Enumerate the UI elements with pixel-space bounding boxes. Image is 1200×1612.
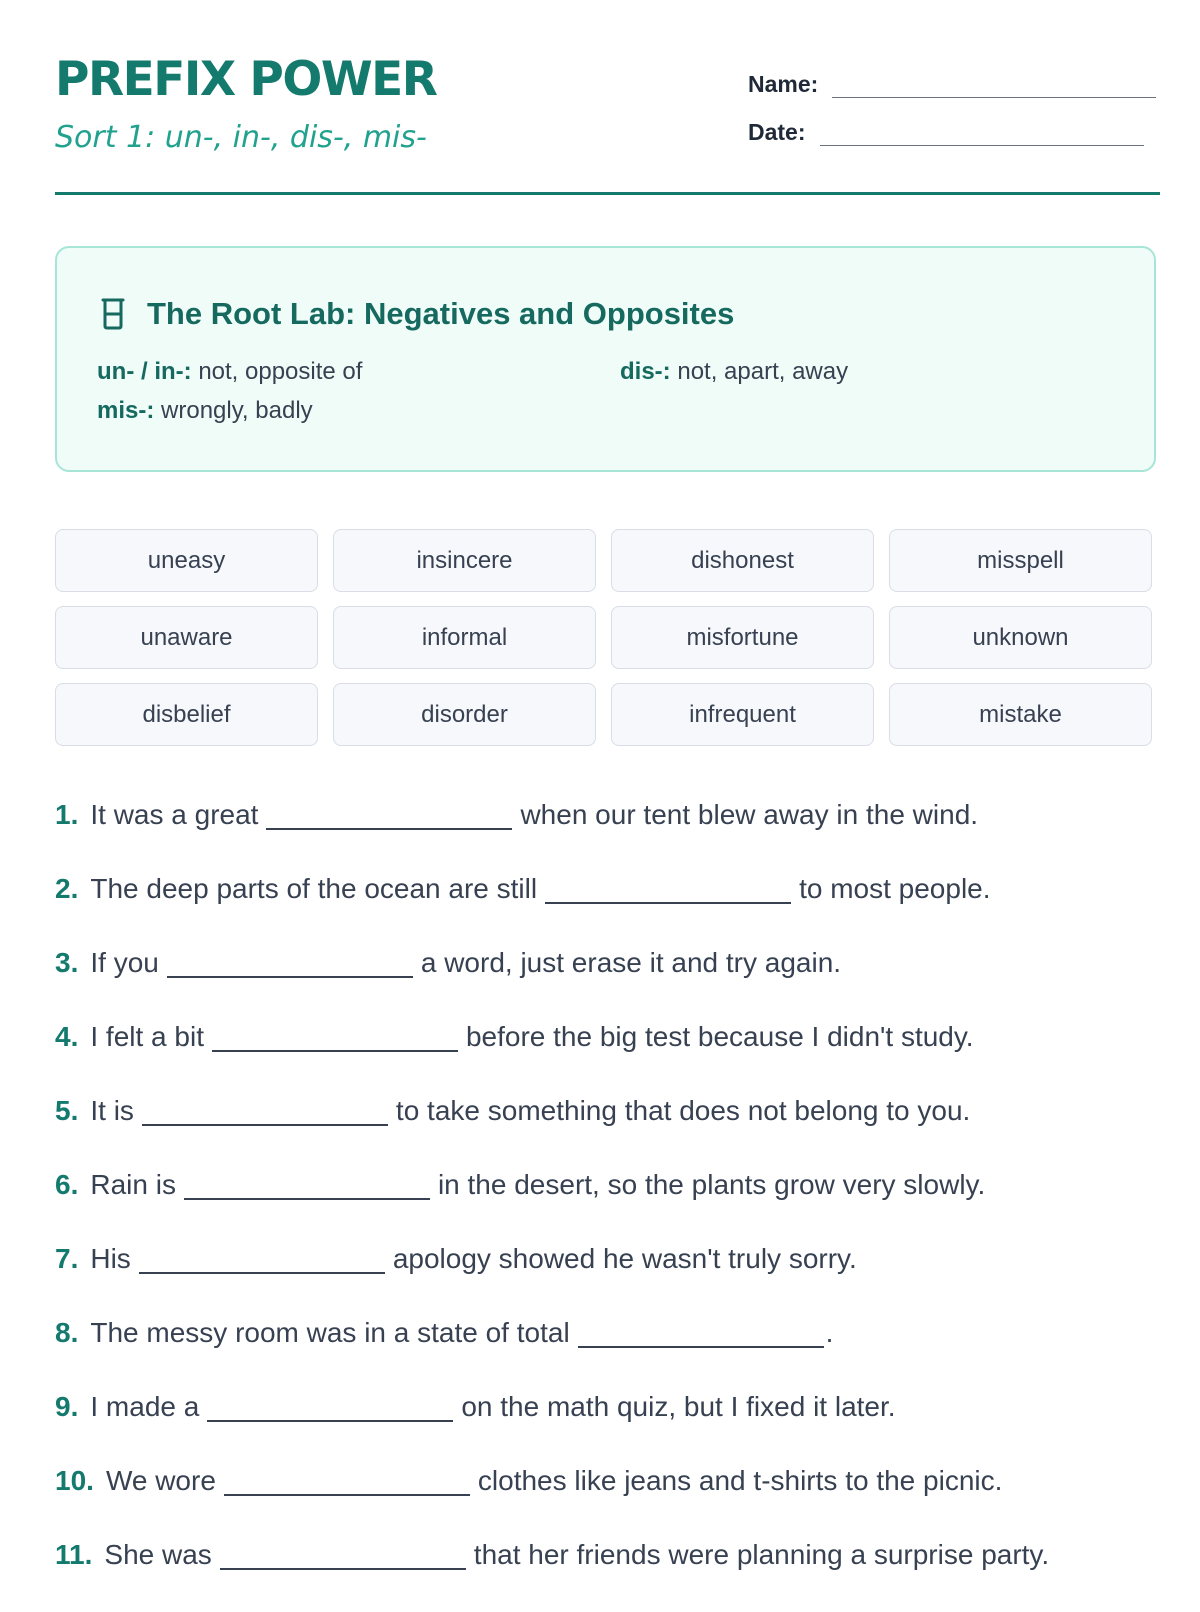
word-bank <box>55 529 1160 746</box>
sentence-number: 8. <box>55 1317 79 1348</box>
sentence-number: 4. <box>55 1021 79 1052</box>
word-tile[interactable]: disbelief <box>55 683 318 746</box>
sentence-number: 6. <box>55 1169 79 1200</box>
word-tile[interactable]: misspell <box>889 529 1152 592</box>
sentence-number: 3. <box>55 947 79 978</box>
date-label: Date: <box>748 119 806 145</box>
sentence-before: If you <box>90 947 159 978</box>
answer-blank[interactable] <box>167 946 413 978</box>
answer-blank[interactable] <box>184 1168 430 1200</box>
definition-meaning: not, opposite of <box>198 358 363 385</box>
sentence-after: to take something that does not belong to you. <box>395 1095 971 1126</box>
sentence-item <box>55 1316 1160 1390</box>
answer-blank[interactable] <box>212 1020 458 1052</box>
word-tile[interactable]: uneasy <box>55 529 318 592</box>
sentence-after: when our tent blew away in the wind. <box>520 799 979 830</box>
sentence-item <box>55 1242 1160 1316</box>
sentence-after: on the math quiz, but I fixed it later. <box>461 1391 896 1422</box>
date-row <box>748 116 1144 146</box>
definition-meaning: wrongly, badly <box>161 397 313 424</box>
sentence-item <box>55 1464 1160 1538</box>
definition-mis <box>97 397 313 425</box>
definition-prefix: mis-: <box>97 397 155 424</box>
name-row <box>748 68 1156 98</box>
root-lab-box <box>55 246 1156 472</box>
answer-blank[interactable] <box>545 872 791 904</box>
sentence-item <box>55 1094 1160 1168</box>
word-tile[interactable]: dishonest <box>611 529 874 592</box>
sentence-after: that her friends were planning a surprise party. <box>473 1539 1050 1570</box>
page-subtitle: Sort 1: un-, in-, dis-, mis- <box>55 120 427 155</box>
answer-blank[interactable] <box>266 798 512 830</box>
worksheet-page <box>55 0 1160 1600</box>
sentence-number: 11. <box>55 1539 93 1570</box>
definition-dis <box>620 358 848 386</box>
answer-blank[interactable] <box>142 1094 388 1126</box>
sentence-before: We wore <box>105 1465 216 1496</box>
name-field[interactable] <box>832 97 1156 98</box>
answer-blank[interactable] <box>207 1390 453 1422</box>
sentence-item <box>55 1020 1160 1094</box>
sentence-item <box>55 798 1160 872</box>
sentence-after: to most people. <box>799 873 991 904</box>
answer-blank[interactable] <box>224 1464 470 1496</box>
beaker-icon <box>99 297 127 331</box>
sentence-before: It was a great <box>90 799 259 830</box>
sentence-list <box>55 798 1160 1612</box>
definition-prefix: un- / in-: <box>97 358 192 385</box>
sentence-before: It is <box>90 1095 134 1126</box>
sentence-number: 1. <box>55 799 79 830</box>
sentence-item <box>55 872 1160 946</box>
sentence-before: Rain is <box>90 1169 176 1200</box>
page-title: PREFIX POWER <box>55 52 437 107</box>
sentence-after: . <box>825 1317 834 1348</box>
word-tile[interactable]: insincere <box>333 529 596 592</box>
sentence-before: His <box>90 1243 131 1274</box>
sentence-after: before the big test because I didn't study. <box>465 1021 974 1052</box>
word-tile[interactable]: misfortune <box>611 606 874 669</box>
root-lab-heading <box>99 296 734 332</box>
sentence-before: I felt a bit <box>90 1021 204 1052</box>
sentence-number: 10. <box>55 1465 94 1496</box>
sentence-number: 9. <box>55 1391 79 1422</box>
sentence-after: in the desert, so the plants grow very slowly. <box>437 1169 986 1200</box>
sentence-number: 2. <box>55 873 79 904</box>
word-tile[interactable]: unaware <box>55 606 318 669</box>
sentence-after: clothes like jeans and t-shirts to the picnic. <box>477 1465 1003 1496</box>
word-tile[interactable]: unknown <box>889 606 1152 669</box>
sentence-item <box>55 946 1160 1020</box>
word-tile[interactable]: infrequent <box>611 683 874 746</box>
sentence-item <box>55 1390 1160 1464</box>
root-lab-title: The Root Lab: Negatives and Opposites <box>147 296 735 331</box>
name-label: Name: <box>748 71 819 97</box>
word-tile[interactable]: disorder <box>333 683 596 746</box>
sentence-before: The deep parts of the ocean are still <box>90 873 538 904</box>
sentence-before: I made a <box>90 1391 200 1422</box>
worksheet-header <box>55 0 1160 195</box>
sentence-after: apology showed he wasn't truly sorry. <box>392 1243 857 1274</box>
sentence-after: a word, just erase it and try again. <box>420 947 842 978</box>
sentence-item <box>55 1538 1160 1612</box>
date-field[interactable] <box>820 145 1144 146</box>
answer-blank[interactable] <box>139 1242 385 1274</box>
answer-blank[interactable] <box>220 1538 466 1570</box>
definition-prefix: dis-: <box>620 358 671 385</box>
sentence-number: 5. <box>55 1095 79 1126</box>
word-tile[interactable]: informal <box>333 606 596 669</box>
answer-blank[interactable] <box>578 1316 824 1348</box>
sentence-before: She was <box>104 1539 212 1570</box>
sentence-number: 7. <box>55 1243 79 1274</box>
word-tile[interactable]: mistake <box>889 683 1152 746</box>
definition-un-in <box>97 358 362 386</box>
sentence-before: The messy room was in a state of total <box>90 1317 570 1348</box>
definition-meaning: not, apart, away <box>677 358 849 385</box>
sentence-item <box>55 1168 1160 1242</box>
